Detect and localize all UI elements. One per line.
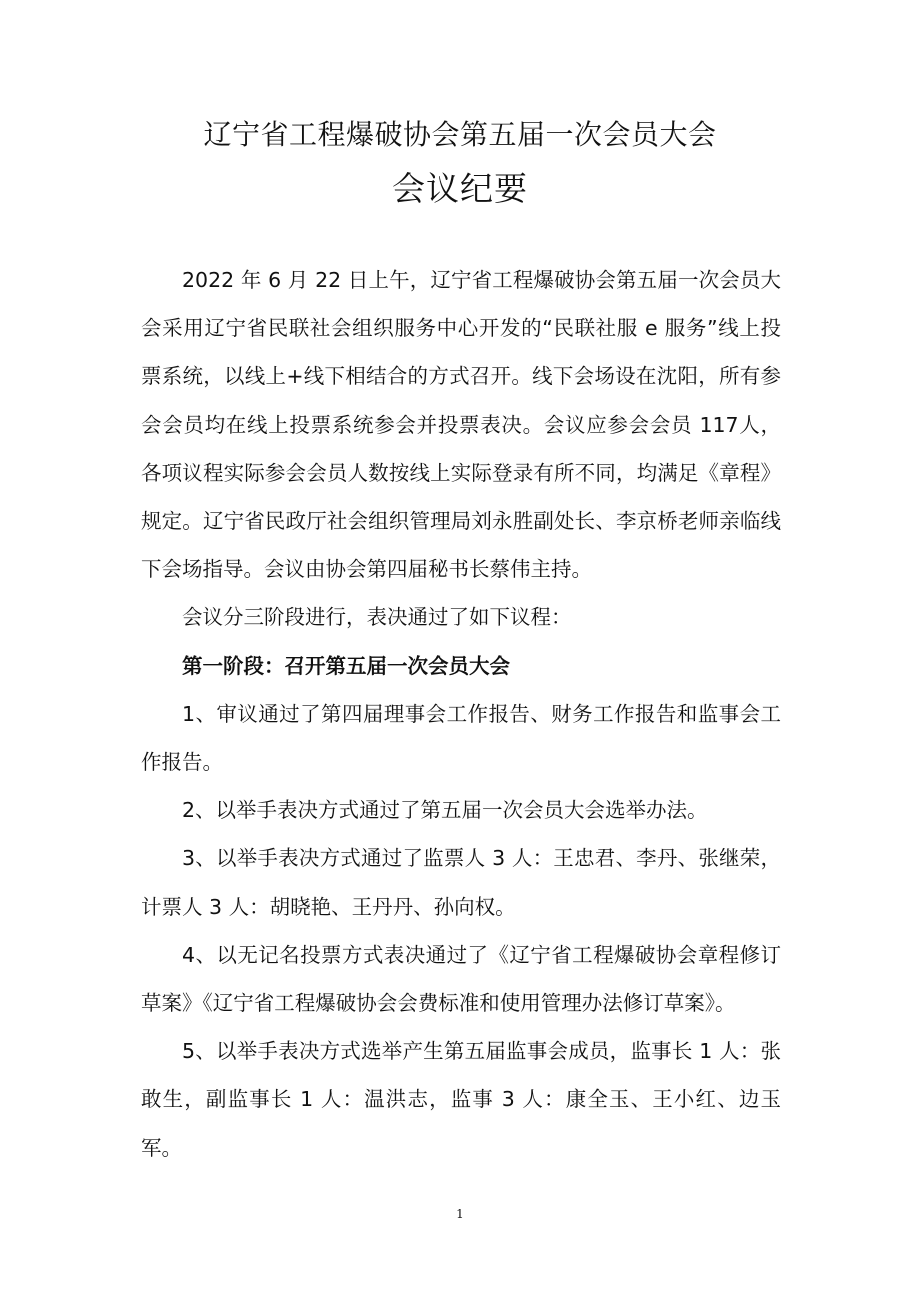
paragraph-agenda-intro: 会议分三阶段进行，表决通过了如下议程： [182, 605, 572, 630]
agenda-item-3: 3、以举手表决方式通过了监票人 3 人：王忠君、李丹、张继荣，计票人 3 人：胡晓艳、王丹丹、孙向权。 [141, 846, 781, 919]
document-body [141, 256, 781, 1172]
agenda-item-4: 4、以无记名投票方式表决通过了《辽宁省工程爆破协会章程修订草案》《辽宁省工程爆破协会会费标准和使用管理办法修订草案》。 [141, 942, 781, 1016]
agenda-item-5: 5、以举手表决方式选举产生第五届监事会成员，监事长 1 人：张敢生，副监事长 1 人：温洪志，监事 3 人：康全玉、王小红、边玉军。 [141, 1039, 781, 1160]
page-number: 1 [456, 1207, 464, 1221]
agenda-item-1: 1、审议通过了第四届理事会工作报告、财务工作报告和监事会工作报告。 [141, 701, 781, 775]
document-title-line-1: 辽宁省工程爆破协会第五届一次会员大会 [203, 118, 717, 151]
agenda-item-2: 2、以举手表决方式通过了第五届一次会员大会选举办法。 [182, 798, 708, 823]
paragraph-intro: 2022 年 6 月 22 日上午，辽宁省工程爆破协会第五届一次会员大会采用辽宁省民联社会组织服务中心开发的“民联社服 e 服务”线上投票系统，以线上+线下相结合的方式召开。线下会场设在沈阳，所有参会会员均在线上投票系统参会并投票表决。会议应参会会员 117人，各项议程实际参会会员人数按线上实际登录有所不同，均满足《章程》规定。辽宁省民政厅社会组织管理局刘永胜副处长、李京桥老师亲临线下会场指导。会议由协会第四届秘书长蔡伟主持。 [141, 268, 781, 582]
section-heading-stage-1: 第一阶段：召开第五届一次会员大会 [182, 653, 510, 678]
document-title-line-2: 会议纪要 [392, 169, 528, 208]
